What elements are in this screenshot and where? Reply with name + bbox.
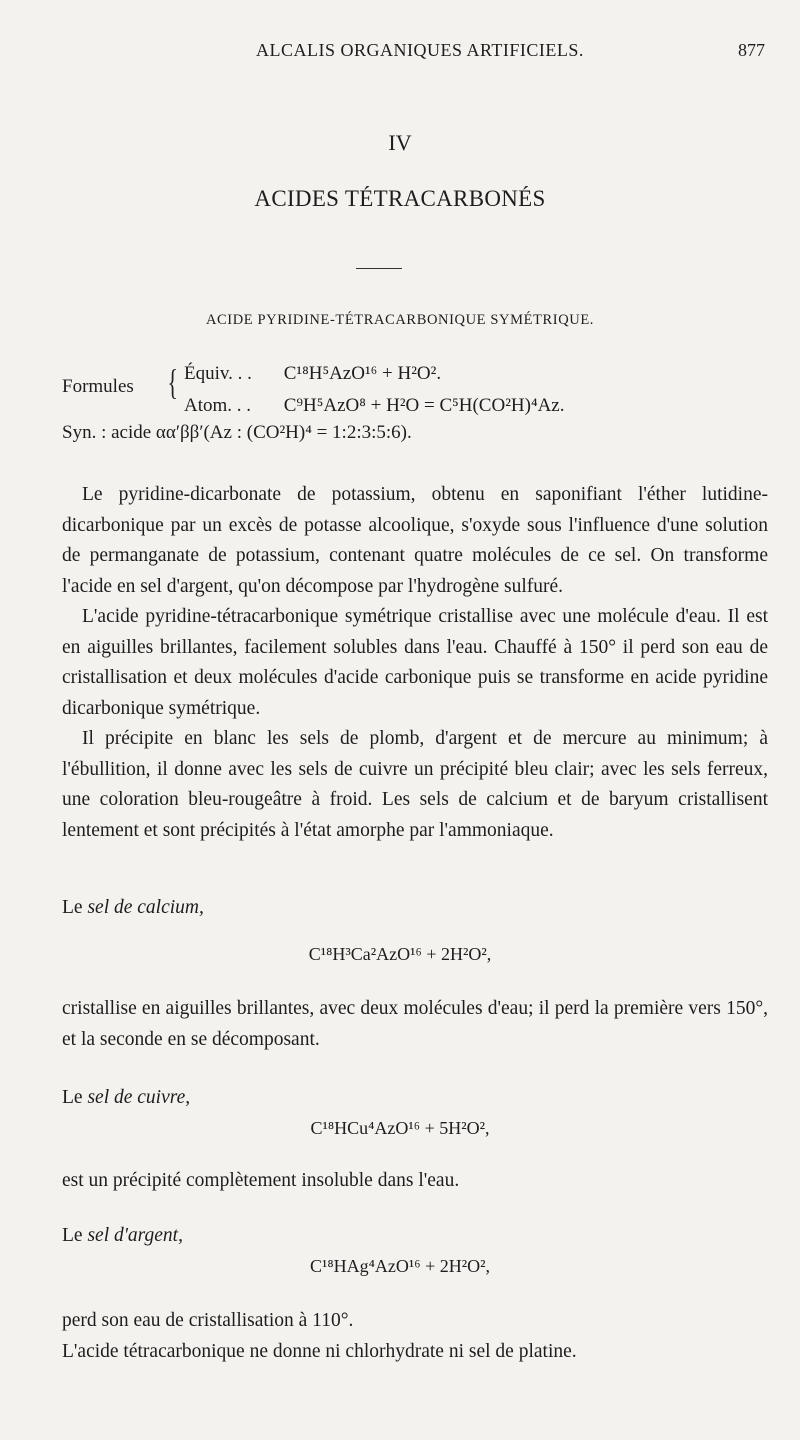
compound-heading: ACIDE PYRIDINE-TÉTRACARBONIQUE SYMÉTRIQUE.	[205, 312, 595, 328]
silver-salt-intro	[62, 1225, 183, 1247]
section-divider	[356, 268, 402, 269]
running-title: ALCALIS ORGANIQUES ARTIFICIELS.	[256, 40, 584, 60]
closing-sentence: L'acide tétracarbonique ne donne ni chlorhydrate ni sel de platine.	[62, 1341, 577, 1362]
calcium-salt-intro	[62, 897, 204, 919]
body-text	[62, 480, 768, 846]
salt-prefix: Le	[62, 1087, 83, 1108]
equiv-formula-line	[184, 363, 441, 385]
brace-symbol: {	[167, 362, 178, 402]
page-number: 877	[738, 40, 765, 60]
salt-prefix: Le	[62, 1225, 83, 1246]
atom-label: Atom. . .	[184, 395, 252, 416]
equiv-label: Équiv. . .	[184, 363, 252, 384]
section-number: IV	[388, 130, 412, 155]
silver-salt-description: perd son eau de cristallisation à 110°.	[62, 1310, 354, 1331]
salt-prefix: Le	[62, 897, 83, 918]
atom-formula-line	[184, 395, 564, 417]
page-header	[0, 40, 800, 70]
silver-salt-formula: C¹⁸HAg⁴AzO¹⁶ + 2H²O²,	[309, 1256, 491, 1276]
equiv-formula: C¹⁸H⁵AzO¹⁶ + H²O².	[283, 363, 442, 384]
paragraph: L'acide pyridine-tétracarbonique symétrique cristallise avec une molécule d'eau. Il est en aiguilles brillantes, facilement solubles dans l'eau. Chauffé à 150° il perd son eau de cristallisation et deux molécules d'acide carbonique puis se transforme en acide pyridine dicarbonique symétrique.	[62, 606, 768, 719]
copper-salt-intro	[62, 1087, 190, 1109]
formulas-label: Formules	[62, 376, 134, 397]
copper-salt-description: est un précipité complètement insoluble dans l'eau.	[62, 1170, 460, 1191]
calcium-salt-description: cristallise en aiguilles brillantes, avec deux molécules d'eau; il perd la première vers 150°, et la seconde en se décomposant.	[62, 998, 768, 1050]
section-title: ACIDES TÉTRACARBONÉS	[254, 186, 546, 211]
copper-salt-name: sel de cuivre,	[87, 1087, 191, 1108]
formulas-block	[62, 360, 782, 430]
paragraph: Le pyridine-dicarbonate de potassium, obtenu en saponifiant l'éther lutidine-dicarbonique par un excès de potasse alcoolique, s'oxyde sous l'influence d'une solution de permanganate de potassium, contenant quatre molécules de ce sel. On transforme l'acide en sel d'argent, qu'on décompose par l'hydrogène sulfuré.	[62, 484, 768, 597]
calcium-salt-name: sel de calcium,	[87, 897, 204, 918]
calcium-salt-formula: C¹⁸H³Ca²AzO¹⁶ + 2H²O²,	[308, 944, 492, 964]
paragraph: Il précipite en blanc les sels de plomb, d'argent et de mercure au minimum; à l'ébullition, il donne avec les sels de cuivre un précipité bleu clair; avec les sels ferreux, une coloration bleu-rougeâtre à froid. Les sels de calcium et de baryum cristallisent lentement et sont précipités à l'état amorphe par l'ammoniaque.	[62, 728, 768, 841]
copper-salt-formula: C¹⁸HCu⁴AzO¹⁶ + 5H²O²,	[310, 1118, 490, 1138]
synonym-line: Syn. : acide αα′ββ′(Az : (CO²H)⁴ = 1:2:3:5:6).	[62, 422, 412, 443]
silver-salt-name: sel d'argent,	[87, 1225, 183, 1246]
atom-formula: C⁹H⁵AzO⁸ + H²O = C⁵H(CO²H)⁴Az.	[283, 395, 565, 416]
